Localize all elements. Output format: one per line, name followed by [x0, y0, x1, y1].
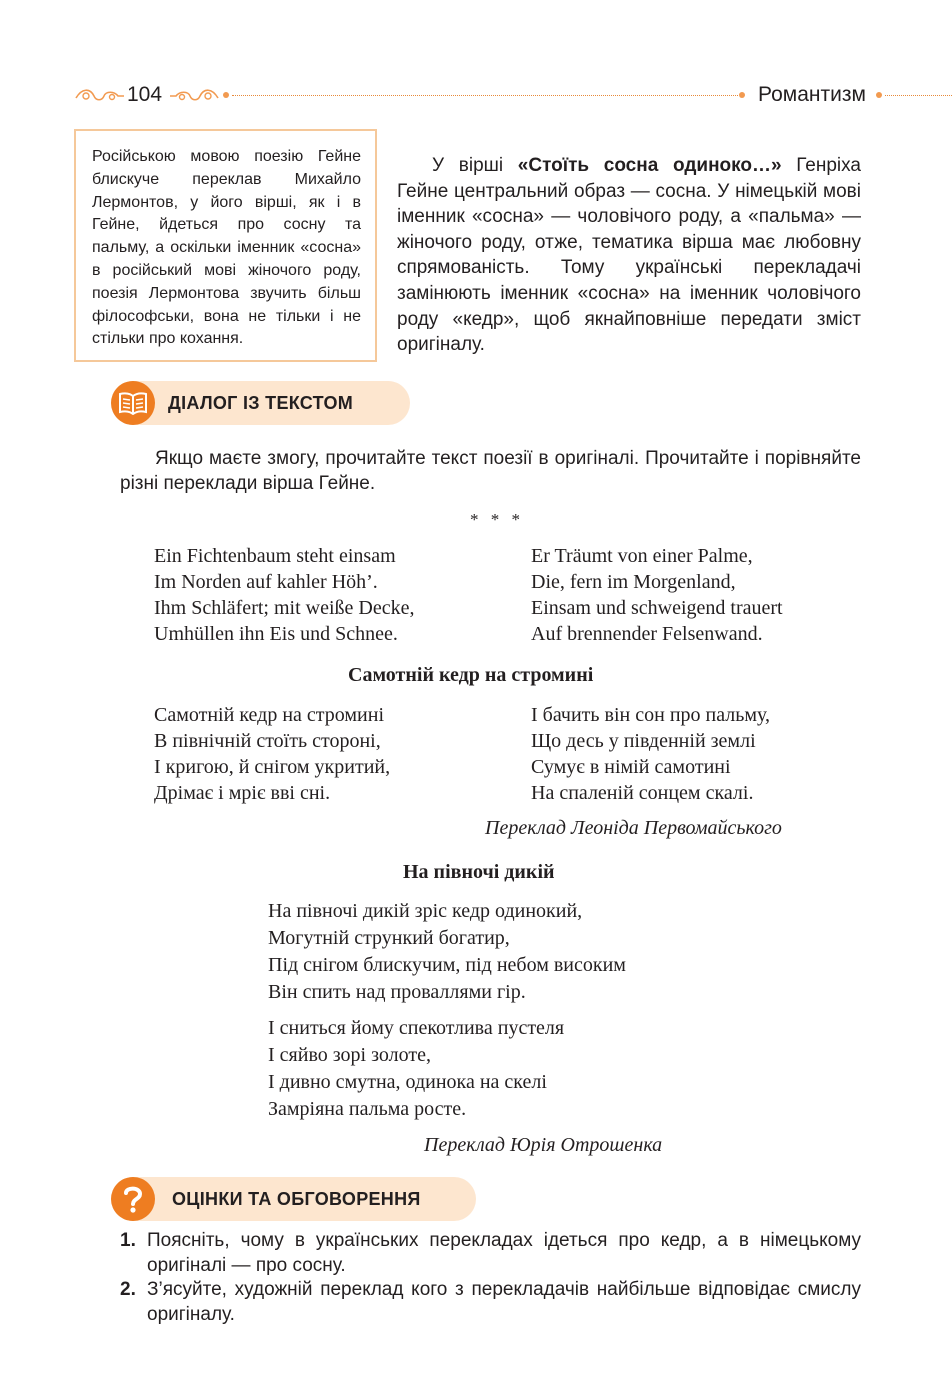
- poem-line: Під снігом блискучим, під небом високим: [268, 954, 626, 976]
- question-item: [120, 1278, 861, 1327]
- translation2-credit: Переклад Юрія Отрошенка: [424, 1134, 663, 1156]
- poem-line: Самотній кедр на стромині: [154, 704, 384, 726]
- poem-line: Могутній стрункий богатир,: [268, 927, 510, 949]
- poem-line: На півночі дикій зріс кедр одинокий,: [268, 900, 583, 922]
- poem-line: Umhüllen ihn Eis und Schnee.: [154, 623, 398, 645]
- header-dot: [223, 92, 229, 98]
- page-header: [0, 80, 952, 110]
- poem-line: Що десь у південній землі: [531, 730, 756, 752]
- info-sidebox: [74, 129, 377, 362]
- poem-line: Замріяна пальма росте.: [268, 1098, 467, 1120]
- dialog-section-header: [111, 381, 410, 425]
- discussion-section-label: ОЦІНКИ ТА ОБГОВОРЕННЯ: [172, 1189, 421, 1209]
- question-item: [120, 1229, 861, 1278]
- dialog-section-label: ДІАЛОГ ІЗ ТЕКСТОМ: [168, 393, 354, 413]
- poem-title-reference: «Стоїть сосна одиноко…»: [517, 155, 782, 176]
- header-rule: [232, 95, 738, 96]
- header-dot: [876, 92, 882, 98]
- poem-line: І бачить він сон про пальму,: [531, 704, 771, 726]
- poem-line: Im Norden auf kahler Höh’.: [154, 571, 378, 593]
- poem-line: Дрімає і мріє вві сні.: [154, 782, 331, 804]
- translation1-stanza-right: [531, 702, 770, 806]
- translation1-title: Самотній кедр на стромині: [348, 664, 594, 686]
- question-number: 1.: [120, 1230, 136, 1251]
- question-number: 2.: [120, 1279, 136, 1300]
- poem-line: І дивно смутна, одинока на скелі: [268, 1071, 547, 1093]
- header-dot: [739, 92, 745, 98]
- question-text: З’ясуйте, художній переклад кого з перекладачів найбільше відповідає смислу оригіналу.: [147, 1279, 861, 1325]
- poem-line: Auf brennender Felsenwand.: [531, 623, 763, 645]
- poem-line: Die, fern im Morgenland,: [531, 571, 736, 593]
- book-icon: [111, 381, 155, 425]
- poem-line: Ein Fichtenbaum steht einsam: [154, 545, 396, 567]
- intro-paragraph: [397, 153, 861, 358]
- poem-line: І сяйво зорі золоте,: [268, 1044, 431, 1066]
- original-stanza-right: [531, 543, 783, 647]
- poem-line: В північній стоїть стороні,: [154, 730, 381, 752]
- page-number: 104: [127, 83, 163, 106]
- poem-line: Einsam und schweigend trauert: [531, 597, 783, 619]
- poem-line: І кригою, й снігом укритий,: [154, 756, 391, 778]
- poem-line: Ihm Schläfert; mit weiße Decke,: [154, 597, 415, 619]
- translation2-stanza-1: [268, 898, 626, 1006]
- poem-line: Він спить над проваллями гір.: [268, 981, 526, 1003]
- section-title: Романтизм: [758, 83, 866, 106]
- discussion-section-header: [111, 1177, 476, 1221]
- translation1-credit: Переклад Леоніда Первомайського: [485, 817, 782, 839]
- right-ornament-icon: [168, 86, 220, 106]
- dialog-instruction: Якщо маєте змогу, прочитайте текст поезії в оригіналі. Прочитайте і порівняйте різні переклади вірша Гейне.: [120, 448, 861, 494]
- poem-line: Сумує в німій самотині: [531, 756, 731, 778]
- translation2-stanza-2: [268, 1015, 564, 1123]
- original-stanza-left: [154, 543, 414, 647]
- poem-line: На спаленій сонцем скалі.: [531, 782, 754, 804]
- sidebox-text: Російською мовою поезію Гейне блискуче переклав Михайло Лермонтов, у його вірші, як і в Гейне, йдеться про сосну та пальму, а оскільки іменник «сосна» в російський мові жіночого роду, поезія Лермонтова звучить більш філософськи, вона не тільки і не стільки про кохання.: [92, 148, 361, 348]
- left-ornament-icon: [74, 86, 126, 106]
- intro-text: Генріха Гейне центральний образ — сосна. У німецькій мові іменник «сосна» — чоловічого роду, а «пальма» — жіночого роду, отже, тематика вірша має любовну спрямованість. Тому українські перекладачі замінюють іменник «сосна» на іменник чоловічого роду «кедр», щоб якнайповніше передати зміст оригіналу.: [397, 155, 861, 356]
- poem-line: Er Träumt von einer Palme,: [531, 545, 753, 567]
- poem-line: І сниться йому спекотлива пустеля: [268, 1017, 565, 1039]
- translation2-title: На півночі дикій: [403, 861, 555, 883]
- poem-asterisks: * * *: [470, 510, 524, 529]
- question-text: Поясніть, чому в українських перекладах ідеться про кедр, а в німецькому оригіналі — про сосну.: [147, 1230, 861, 1276]
- header-rule: [885, 95, 952, 96]
- question-icon: [111, 1177, 155, 1221]
- translation1-stanza-left: [154, 702, 390, 806]
- intro-text: У вірші: [432, 155, 518, 176]
